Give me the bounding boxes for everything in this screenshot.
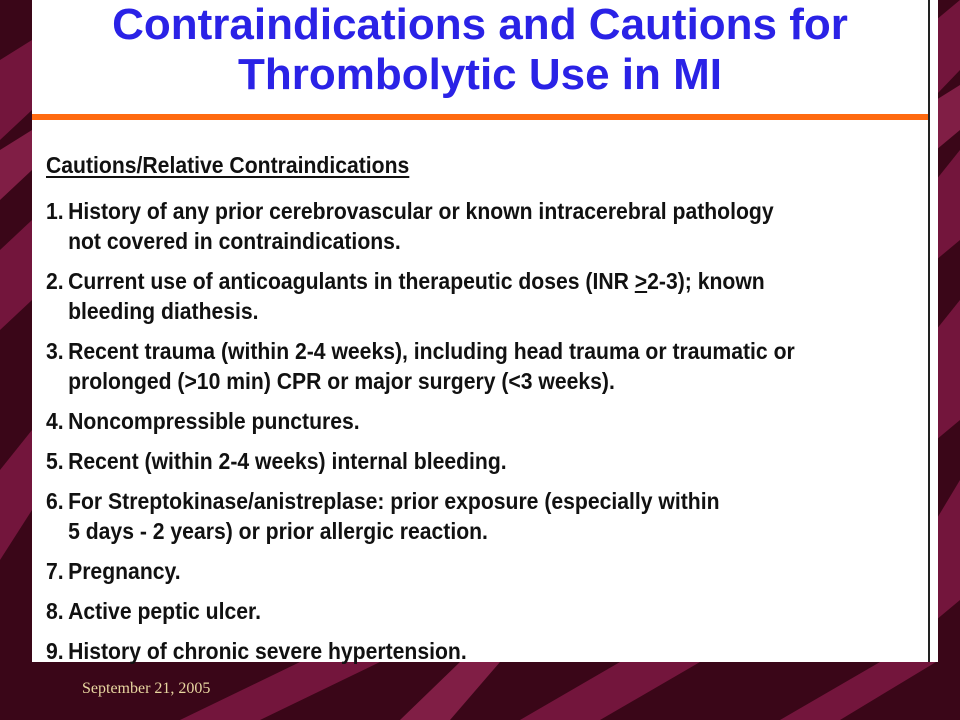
title-line-2: Thrombolytic Use in MI	[237, 50, 723, 99]
item-number: 9.	[46, 638, 64, 664]
item-text: not covered in contraindications.	[68, 228, 401, 254]
item-text: 5 days - 2 years) or prior allergic reaction.	[68, 518, 488, 544]
list-item	[46, 596, 906, 626]
panel-right-edge	[928, 0, 938, 662]
item-number: 1.	[46, 198, 64, 224]
greater-equal-symbol: >	[634, 268, 648, 294]
list-item	[46, 196, 906, 256]
list-item	[46, 406, 906, 436]
item-number: 8.	[46, 598, 64, 624]
item-text: Recent (within 2-4 weeks) internal bleeding.	[68, 448, 507, 474]
slide-content-panel	[32, 0, 928, 662]
footer-date: September 21, 2005	[82, 680, 211, 697]
list-item	[46, 336, 906, 396]
title-line-1: Contraindications and Cautions for	[112, 0, 848, 49]
item-text: Current use of anticoagulants in therapeutic doses (INR	[68, 268, 635, 294]
item-text: History of chronic severe hypertension.	[68, 638, 467, 664]
item-number: 5.	[46, 448, 64, 474]
item-text: Recent trauma (within 2-4 weeks), including head trauma or traumatic or	[68, 338, 795, 364]
item-text: bleeding diathesis.	[68, 298, 259, 324]
list-item	[46, 556, 906, 586]
item-number: 6.	[46, 488, 64, 514]
list-item	[46, 636, 906, 666]
item-number: 3.	[46, 338, 64, 364]
cautions-list	[46, 196, 906, 676]
slide-title	[32, 0, 928, 100]
item-text: Noncompressible punctures.	[68, 408, 360, 434]
section-heading: Cautions/Relative Contraindications	[46, 152, 410, 178]
item-text: prolonged (>10 min) CPR or major surgery (<3 weeks).	[68, 368, 615, 394]
item-text: Active peptic ulcer.	[68, 598, 261, 624]
item-text: History of any prior cerebrovascular or known intracerebral pathology	[68, 198, 774, 224]
item-text: 2-3); known	[647, 268, 765, 294]
title-divider	[32, 114, 932, 120]
item-text: Pregnancy.	[68, 558, 181, 584]
item-number: 7.	[46, 558, 64, 584]
item-number: 2.	[46, 268, 64, 294]
list-item	[46, 486, 906, 546]
item-text: For Streptokinase/anistreplase: prior exposure (especially within	[68, 488, 720, 514]
item-number: 4.	[46, 408, 64, 434]
list-item	[46, 266, 906, 326]
list-item	[46, 446, 906, 476]
